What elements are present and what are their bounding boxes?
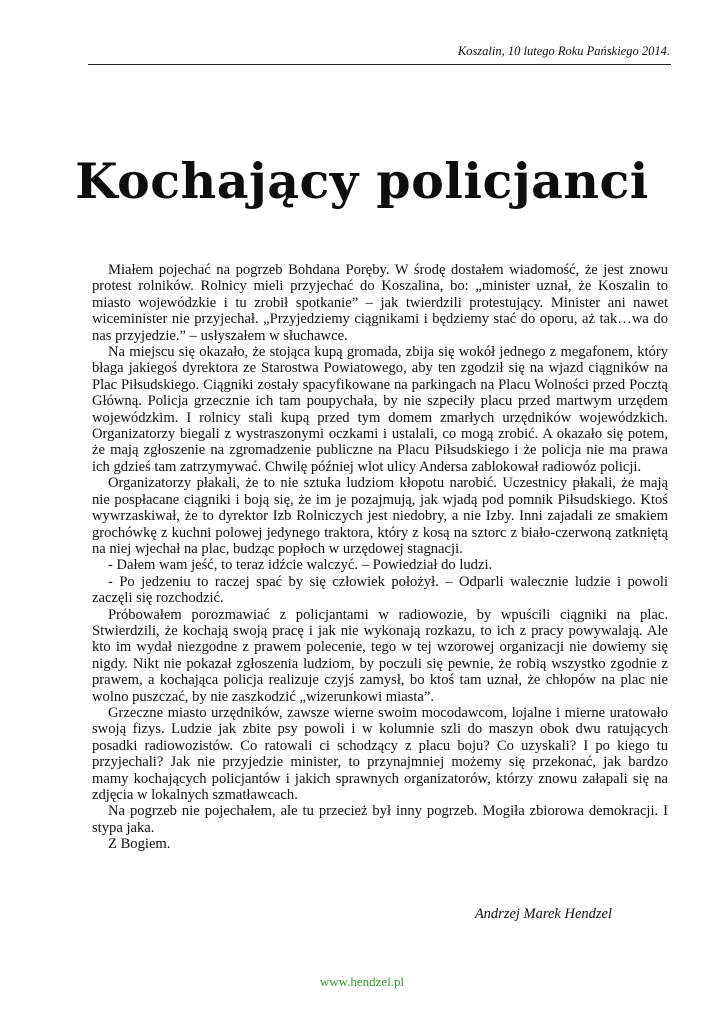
- article-title: Kochający policjanci: [75, 152, 649, 210]
- paragraph: - Dałem wam jeść, to teraz idźcie walczyć. – Powiedział do ludzi.: [108, 557, 493, 574]
- paragraph: Próbowałem porozmawiać z policjantami w radiowozie, by wpuścili ciągniki na plac. Stwierdzili, że kochają swoją pracę i jak nie wykonają rozkazu, to ich z pracy powywalają. Ale kto im wydał niezgodne z prawem polecenie, tego w tej wzorowej organizacji nie dowiemy się nigdy. Nikt nie pokazał zgłoszenia ludziom, by poczuli się pewnie, że robią wszystko zgodnie z prawem, a kochająca policja realizuje czyjś zamysł, bo ktoś tam uznał, że chłopów na plac nie wolno puszczać, by nie zaszkodzić „wizerunkowi miasta”.: [92, 606, 668, 705]
- paragraph: Na pogrzeb nie pojechałem, ale tu przecież był inny pogrzeb. Mogiła zbiorowa demokracji. I stypa jaka.: [92, 803, 668, 836]
- author-signature: Andrzej Marek Hendzel: [474, 906, 612, 922]
- paragraph: Organizatorzy płakali, że to nie sztuka ludziom kłopotu narobić. Uczestnicy płakali, że mają nie pospłacane ciągniki i boją się, że im je pozajmują, jak wjadą pod pomnik Piłsudskiego. Ktoś wywrzaskiwał, że to dyrektor Izb Rolniczych jest niedobry, a nie Izby. Inni zajadali ze smakiem grochówkę z kuchni polowej jedynego traktora, który z kosą na sztorc z biało-czerwoną zatkniętą na niej wjechał na plac, budząc popłoch w urzędowej stagnacji.: [92, 475, 668, 557]
- header-divider: [88, 64, 671, 65]
- dateline: Koszalin, 10 lutego Roku Pańskiego 2014.: [457, 44, 670, 58]
- article-body: [92, 262, 668, 853]
- website-link[interactable]: www.hendzel.pl: [319, 974, 405, 989]
- paragraph: Z Bogiem.: [108, 836, 171, 853]
- paragraph: Grzeczne miasto urzędników, zawsze wierne swoim mocodawcom, lojalne i mierne uratowało swoją fizys. Ludzie jak zbite psy powoli i w kolumnie szli do maszyn obok dwu ratujących posadki radiowozistów. Co ratowali ci schodzący z placu boju? Co uzyskali? I po kiego tu przyjechali? Jak nie przyjedzie minister, to przynajmniej możemy się przekonać, jak bardzo mamy kochających policjantów i jakich sprawnych organizatorów, którzy znowu załapali się na zdjęcia w lokalnych szmatławcach.: [92, 704, 668, 803]
- paragraph: Na miejscu się okazało, że stojąca kupą gromada, zbija się wokół jednego z megafonem, który błaga jakiegoś dyrektora ze Starostwa Powiatowego, aby ten zgodził się na wjazd ciągników na Plac Piłsudskiego. Ciągniki zostały spacyfikowane na parkingach na Placu Wolności przed Pocztą Główną. Policja grzecznie ich tam poupychała, by nie szpeciły placu przed martwym urzędem wojewódzkim. I rolnicy stali kupą przed tym domem zmarłych urzędników wojewódzkich. Organizatorzy biegali z wystraszonymi oczkami i ustalali, co mogą zrobić. A okazało się potem, że mają zgłoszenie na zgromadzenie publiczne na Placu Piłsudskiego i że policja nie ma prawa ich gdzieś tam zatrzymywać. Chwilę później wlot ulicy Andersa zablokował radiowóz policji.: [92, 344, 668, 475]
- paragraph: Miałem pojechać na pogrzeb Bohdana Poręby. W środę dostałem wiadomość, że jest znowu protest rolników. Rolnicy mieli przyjechać do Koszalina, bo: „minister uznał, że Koszalin to miasto wojewódzkie i tu zrobił spotkanie” – jak twierdzili protestujący. Minister ani nawet wiceminister nie przyjechał. „Przyjedziemy ciągnikami i będziemy stać do oporu, aż tak…wa do nas przyjedzie.” – usłyszałem w słuchawce.: [92, 262, 668, 344]
- paragraph: - Po jedzeniu to raczej spać by się człowiek położył. – Odparli walecznie ludzie i powoli zaczęli się rozchodzić.: [92, 573, 668, 607]
